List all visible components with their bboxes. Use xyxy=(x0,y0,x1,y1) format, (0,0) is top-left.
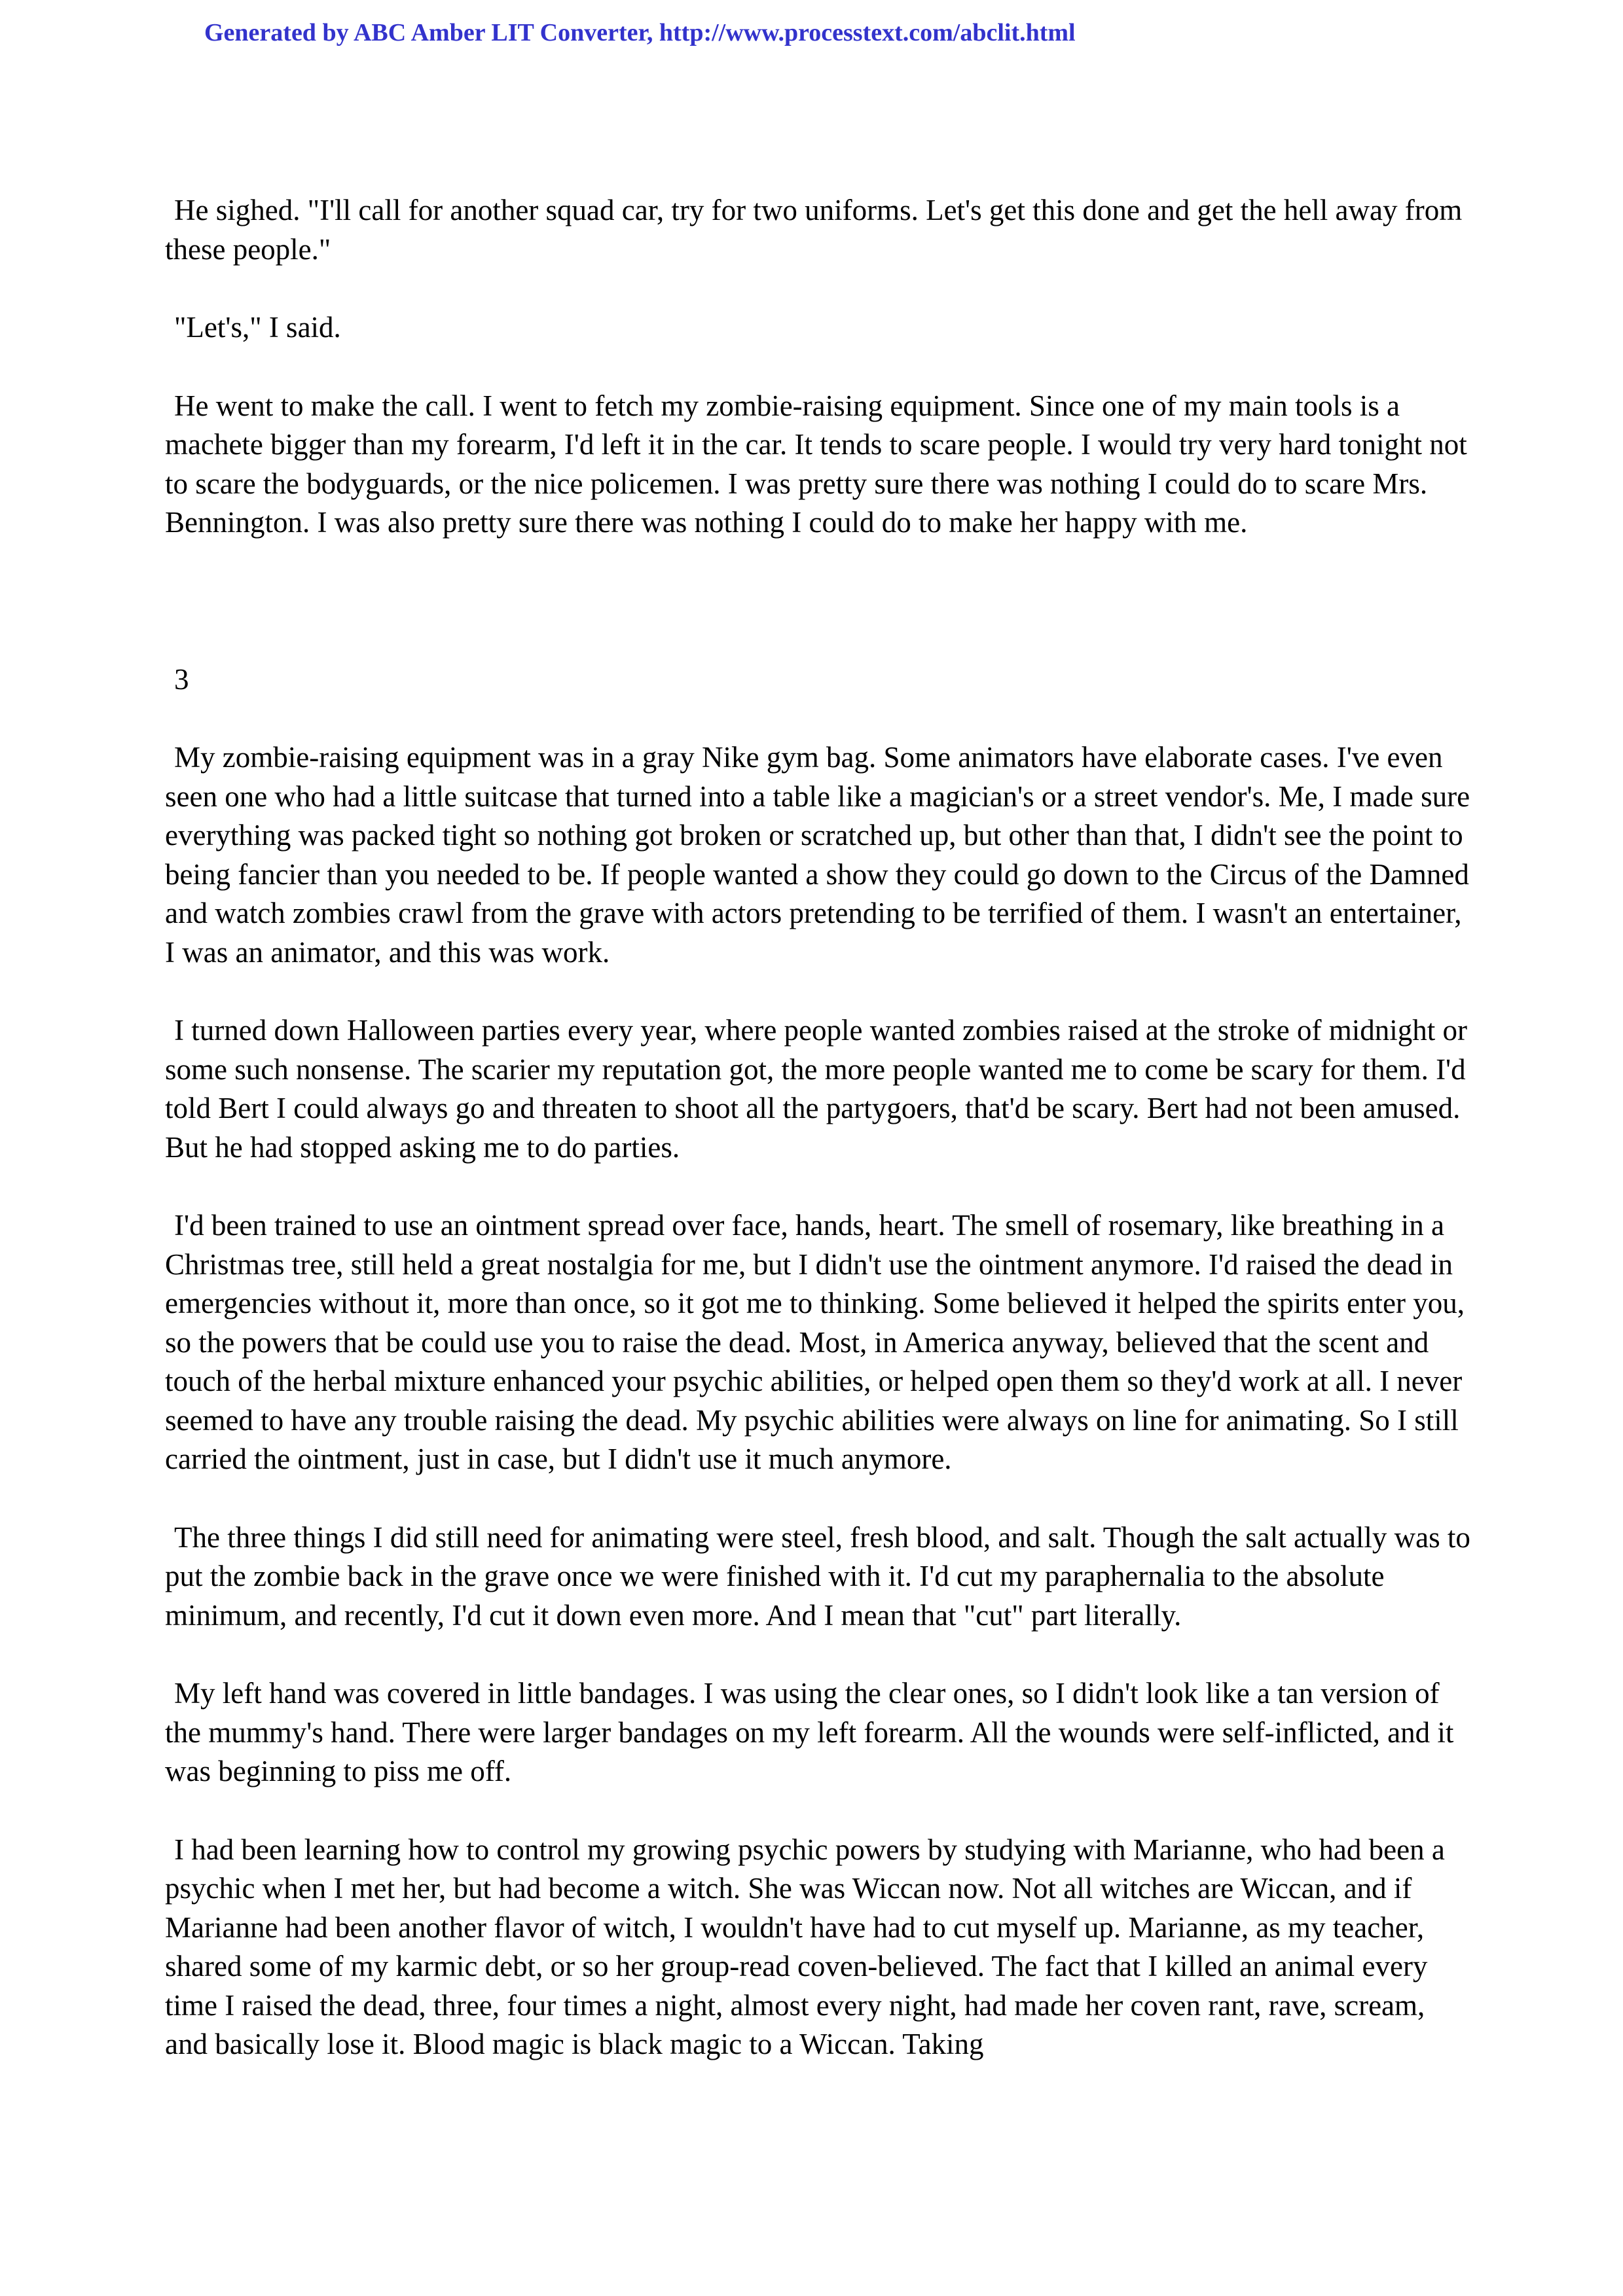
page-body xyxy=(165,191,1474,2104)
paragraph: He went to make the call. I went to fetch my zombie-raising equipment. Since one of my main tools is a machete bigger than my forearm, I'd left it in the car. It tends to scare people. I would try very hard tonight not to scare the bodyguards, or the nice policemen. I was pretty sure there was nothing I could do to scare Mrs. Bennington. I was also pretty sure there was nothing I could do to make her happy with me. xyxy=(165,389,1467,539)
paragraph: My zombie-raising equipment was in a gray Nike gym bag. Some animators have elaborate cases. I've even seen one who had a little suitcase that turned into a table like a magician's or a street vendor's. Me, I made sure everything was packed tight so nothing got broken or scratched up, but other than that, I didn't see the point to being fancier than you needed to be. If people wanted a show they could go down to the Circus of the Damned and watch zombies crawl from the grave with actors pretending to be terrified of them. I wasn't an entertainer, I was an animator, and this was work. xyxy=(165,741,1470,969)
chapter-number: 3 xyxy=(174,662,189,696)
paragraph: My left hand was covered in little bandages. I was using the clear ones, so I didn't look like a tan version of the mummy's hand. There were larger bandages on my left forearm. All the wounds were self-inflicted, and it was beginning to piss me off. xyxy=(165,1677,1454,1787)
paragraph: The three things I did still need for animating were steel, fresh blood, and salt. Though the salt actually was to put the zombie back in the grave once we were finished with it. I'd cut my paraphernalia to the absolute minimum, and recently, I'd cut it down even more. And I mean that "cut" part literally. xyxy=(165,1520,1470,1632)
converter-header: Generated by ABC Amber LIT Converter, http://www.processtext.com/abclit.html xyxy=(204,19,1076,46)
paragraph: I turned down Halloween parties every year, where people wanted zombies raised at the stroke of midnight or some such nonsense. The scarier my reputation got, the more people wanted me to come be scary for them. I'd told Bert I could always go and threaten to shoot all the partygoers, that'd be scary. Bert had not been amused. But he had stopped asking me to do parties. xyxy=(165,1014,1468,1164)
paragraph: I'd been trained to use an ointment spread over face, hands, heart. The smell of rosemary, like breathing in a Christmas tree, still held a great nostalgia for me, but I didn't use the ointment anymore. I'd raised the dead in emergencies without it, more than once, so it got me to thinking. Some believed it helped the spirits enter you, so the powers that be could use you to raise the dead. Most, in America anyway, believed that the scent and touch of the herbal mixture enhanced your psychic abilities, or helped open them so they'd work at all. I never seemed to have any trouble raising the dead. My psychic abilities were always on line for animating. So I still carried the ointment, just in case, but I didn't use it much anymore. xyxy=(165,1209,1465,1475)
paragraph: "Let's," I said. xyxy=(174,311,341,344)
paragraph: I had been learning how to control my growing psychic powers by studying with Marianne, who had been a psychic when I met her, but had become a witch. She was Wiccan now. Not all witches are Wiccan, and if Marianne had been another flavor of witch, I wouldn't have had to cut myself up. Marianne, as my teacher, shared some of my karmic debt, or so her group-read coven-believed. The fact that I killed an animal every time I raised the dead, three, four times a night, almost every night, had made her coven rant, rave, scream, and basically lose it. Blood magic is black magic to a Wiccan. Taking xyxy=(165,1833,1445,2060)
paragraph: He sighed. "I'll call for another squad car, try for two uniforms. Let's get this done and get the hell away from these people." xyxy=(165,194,1463,266)
